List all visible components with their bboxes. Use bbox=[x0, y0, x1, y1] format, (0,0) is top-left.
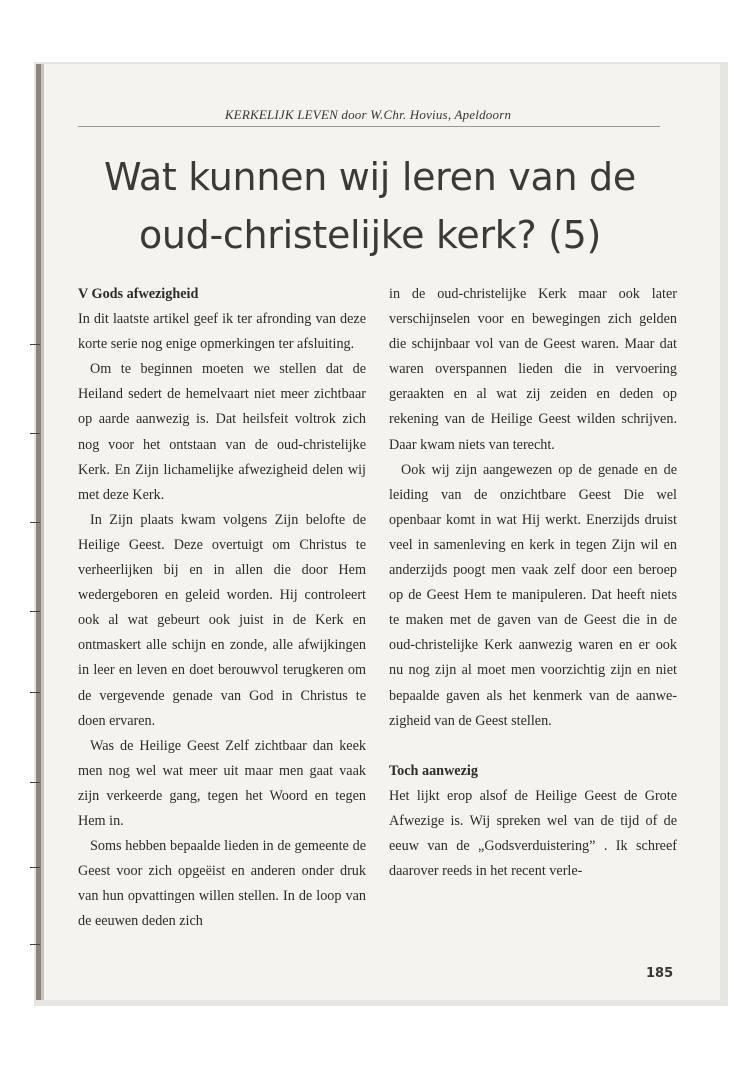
page-number: 185 bbox=[646, 966, 674, 981]
paragraph: in de oud-christelijke Kerk maar ook later verschijnselen voor en bewegingen zich gelden die schijnbaar vol van de Geest waren. Maar dat waren overspannen lieden die in vervoering geraakten en al wat zij zeiden en deden op rekening van de Heilige Geest wilden schrijven. Daar kwam niets van terecht. bbox=[389, 286, 677, 453]
right-column bbox=[389, 282, 677, 884]
margin-tick bbox=[30, 944, 40, 945]
margin-tick bbox=[30, 867, 40, 868]
header-rule bbox=[78, 126, 660, 127]
section-gap bbox=[389, 734, 677, 759]
running-header: KERKELIJK LEVEN door W.Chr. Hovius, Apeldoorn bbox=[224, 107, 512, 122]
paragraph: Soms hebben bepaalde lieden in de gemeente de Geest voor zich opgeëist en anderen onder druk van hun opvattingen willen stellen. In de loop van de eeuwen deden zich bbox=[78, 838, 366, 930]
margin-tick bbox=[30, 433, 40, 434]
margin-tick bbox=[30, 611, 40, 612]
left-column bbox=[78, 282, 366, 934]
paragraph: Ook wij zijn aangewezen op de genade en de leiding van de onzichtbare Geest Die wel openbaar komt in wat Hij werkt. Enerzijds druist veel in samenleving en kerk in tegen Zijn wil en anderzijds poogt men vaak zelf door een beroep op de Geest Hem te manipuleren. Dat heeft niets te maken met de gaven van de Geest die in de oud-christelijke Kerk aanwezig waren en er ook nu nog zijn al moet men voorzichtig zijn en niet bepaalde gaven als het kenmerk van de aanwezigheid van de Geest stellen. bbox=[389, 461, 677, 729]
title-line-2: oud-christelijke kerk? (5) bbox=[138, 213, 602, 257]
paragraph: Om te beginnen moeten we stellen dat de Heiland sedert de hemelvaart niet meer zichtbaar op aarde aanwezig is. Dat heilsfeit voltrok zich nog voor het ontstaan van de oud-christelijke Kerk. En Zijn lichamelijke afwezigheid delen wij met deze Kerk. bbox=[78, 361, 366, 503]
paragraph: In Zijn plaats kwam volgens Zijn belofte de Heilige Geest. Deze overtuigt om Christus te verheerlijken bij en in allen die door Hem wedergeboren en geleid worden. Hij controleert ook al wat gebeurt ook juist in de Kerk en ontmaskert alle schijn en zonde, alle afwijkingen in leer en leven en doet berouwvol terugkeren om de vergevende genade van God in Christus te doen ervaren. bbox=[78, 511, 366, 729]
margin-tick bbox=[30, 344, 40, 345]
article-title bbox=[60, 148, 680, 264]
paragraph: In dit laatste artikel geef ik ter afronding van deze korte serie nog enige opmerkingen ter afsluiting. bbox=[78, 311, 366, 353]
paragraph: Het lijkt erop alsof de Heilige Geest de Grote Afwezige is. Wij spreken wel van de tijd of de eeuw van de „Godsverduistering” . Ik schreef daarover reeds in het recent verle- bbox=[389, 787, 677, 880]
page-spine-highlight bbox=[41, 64, 44, 1000]
title-line-1: Wat kunnen wij leren van de bbox=[104, 155, 636, 199]
margin-tick bbox=[30, 522, 40, 523]
section-heading: V Gods afwezigheid bbox=[78, 286, 199, 302]
section-heading: Toch aanwezig bbox=[389, 762, 478, 779]
paragraph: Was de Heilige Geest Zelf zichtbaar dan keek men nog wel wat meer uit maar men gaat vaak zijn verkeerde gang, tegen het Woord en tegen Hem in. bbox=[78, 737, 366, 829]
margin-tick bbox=[30, 692, 40, 693]
margin-tick bbox=[30, 782, 40, 783]
